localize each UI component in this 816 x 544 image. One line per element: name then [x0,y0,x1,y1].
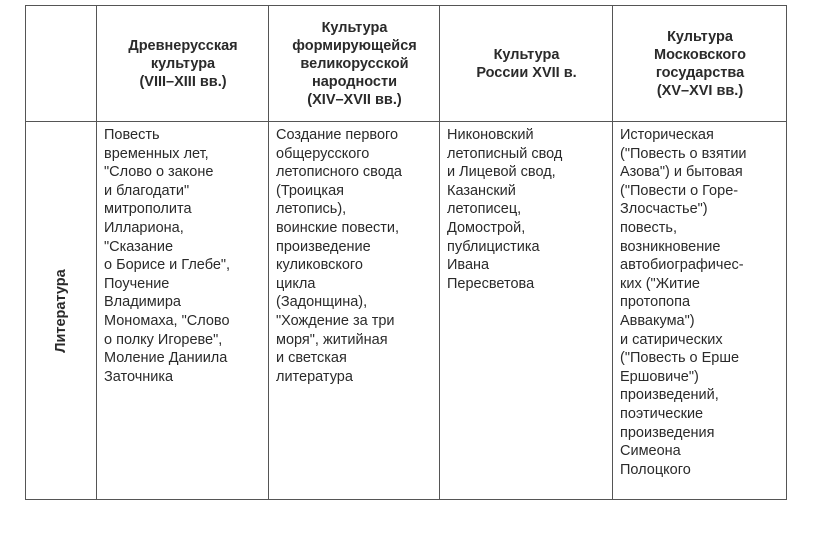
header-divider [26,121,786,122]
cell-moscow-state-literature: Историческая ("Повесть о взятии Азова") и бытовая ("Повести о Горе- Злосчастье") повесть, возникновение автобиографичес- ких ("Житие протопопа Аввакума") и сатирических ("Повесть о Ерше Ершовиче") произведений, поэтические произведения Симеона Полоцкого [620,127,747,478]
header-cell-moscow-state-culture: Культура Московского государства (XV–XVI вв.) [654,29,746,99]
header-cell-great-russian-culture: Культура формирующейся великорусской народности (XIV–XVII вв.) [292,20,417,108]
column-divider [439,6,440,499]
header-cell-russia-17th-century: Культура России XVII в. [476,47,577,81]
column-divider [268,6,269,499]
row-label-literature: Литература [53,269,69,353]
literature-table [25,5,787,500]
cell-old-russian-literature: Повесть временных лет, "Слово о законе и благодати" митрополита Иллариона, "Сказание о Борисе и Глебе", Поучение Владимира Мономаха, "Слово о полку Игореве", Моление Даниила Заточника [104,127,231,385]
header-cell-empty [26,8,96,120]
header-cell-old-russian-culture: Древнерусская культура (VIII–XIII вв.) [128,38,238,90]
column-divider [612,6,613,499]
cell-great-russian-literature: Создание первого общерусского летописного свода (Троицкая летопись), воинские повести, произведение куликовского цикла (Задонщина), "Хождение за три моря", житийная и светская литература [276,127,402,385]
column-divider [96,6,97,499]
cell-russia-17th-literature: Никоновский летописный свод и Лицевой свод, Казанский летописец, Домострой, публицистика Ивана Пересветова [447,127,563,292]
